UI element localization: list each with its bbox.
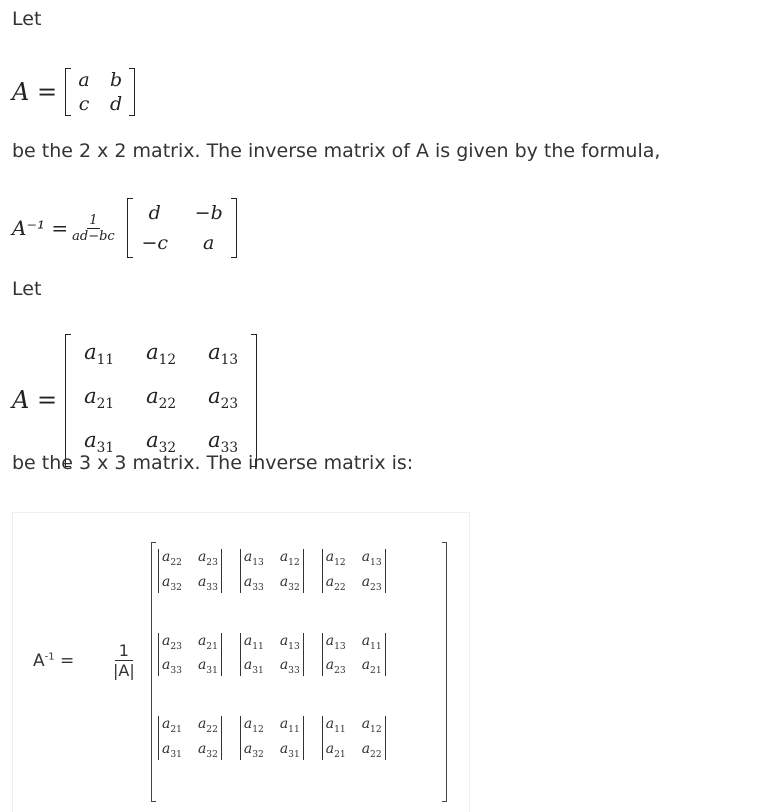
minor-determinant: [322, 633, 386, 677]
determinant-entry: $a_{12}$: [279, 549, 300, 568]
cofactor-matrix: [151, 543, 447, 801]
determinant-entry: $a_{23}$: [162, 632, 182, 652]
let-text: Let: [12, 278, 42, 300]
determinant-entry: $a_{31}$: [243, 657, 264, 677]
determinant-entry: $a_{13}$: [279, 632, 300, 652]
determinant-entry: $a_{21}$: [162, 716, 182, 735]
matrix-entry: $a_{11}$: [84, 340, 115, 369]
determinant-entry: $a_{32}$: [197, 740, 218, 760]
matrix-entry: $a_{12}$: [146, 340, 177, 369]
inverse-2x2: [12, 198, 237, 258]
determinant-entry: $a_{23}$: [325, 657, 346, 677]
matrix-3x3-body: [65, 334, 257, 467]
determinant-entry: $a_{11}$: [279, 716, 300, 735]
determinant-entry: $a_{31}$: [197, 657, 218, 677]
determinant-entry: $a_{33}$: [243, 573, 264, 593]
let-text: Let: [12, 8, 42, 30]
matrix-entry: b: [109, 69, 123, 91]
matrix-3x3: [12, 334, 257, 467]
determinant-entry: $a_{12}$: [325, 549, 346, 568]
determinant-entry: $a_{31}$: [279, 740, 300, 760]
determinant-entry: $a_{13}$: [243, 549, 264, 568]
matrix-entry: a: [78, 69, 90, 91]
determinant-entry: $a_{31}$: [162, 740, 182, 760]
determinant-entry: $a_{23}$: [361, 573, 382, 593]
determinant-entry: $a_{11}$: [325, 716, 346, 735]
determinant-entry: $a_{13}$: [325, 632, 346, 652]
minor-determinant: [240, 633, 304, 677]
matrix-entry: d: [109, 93, 123, 115]
inverse-2x2-body: [127, 198, 237, 258]
determinant-entry: $a_{22}$: [197, 716, 218, 735]
determinant-entry: $a_{11}$: [361, 632, 382, 652]
determinant-entry: $a_{23}$: [197, 549, 218, 568]
determinant-entry: $a_{11}$: [243, 632, 264, 652]
determinant-entry: $a_{22}$: [361, 740, 382, 760]
determinant-entry: $a_{22}$: [325, 573, 346, 593]
lhs: A =: [12, 386, 58, 415]
matrix-entry: −c: [141, 232, 168, 254]
lhs: A⁻¹ =: [12, 216, 69, 240]
lhs: A =: [12, 78, 58, 106]
matrix-entry: $a_{32}$: [146, 428, 177, 457]
minor-determinant: [158, 716, 222, 760]
matrix-entry: $a_{31}$: [84, 428, 115, 457]
determinant-entry: $a_{21}$: [197, 632, 218, 652]
minor-determinant: [158, 549, 222, 593]
minor-determinant: [322, 716, 386, 760]
description-3x3: be the 3 x 3 matrix. The inverse matrix is:: [12, 452, 414, 474]
determinant-entry: $a_{12}$: [243, 716, 264, 735]
determinant-entry: $a_{33}$: [197, 573, 218, 593]
matrix-entry: c: [78, 93, 90, 115]
denominator: ad−bc: [72, 228, 115, 244]
determinant-entry: $a_{33}$: [162, 657, 182, 677]
matrix-entry: $a_{33}$: [208, 428, 239, 457]
matrix-entry: a: [203, 232, 215, 254]
determinant-entry: $a_{21}$: [325, 740, 346, 760]
description-2x2: be the 2 x 2 matrix. The inverse matrix of A is given by the formula,: [12, 140, 661, 162]
matrix-entry: $a_{22}$: [146, 384, 177, 413]
determinant-entry: $a_{32}$: [162, 573, 182, 593]
matrix-2x2-body: [65, 68, 135, 116]
determinant-entry: $a_{12}$: [361, 716, 382, 735]
minor-determinant: [240, 716, 304, 760]
determinant-entry: $a_{32}$: [279, 573, 300, 593]
determinant-entry: $a_{13}$: [361, 549, 382, 568]
matrix-2x2: [12, 68, 135, 116]
inverse-lhs: $A^{-1}$ =: [33, 651, 75, 671]
inverse-3x3-formula-image: [12, 512, 470, 812]
matrix-entry: d: [148, 202, 161, 224]
minor-determinant: [158, 633, 222, 677]
fraction: 1 |A|: [113, 641, 135, 680]
determinant-entry: $a_{21}$: [361, 657, 382, 677]
matrix-entry: $a_{13}$: [208, 340, 239, 369]
matrix-entry: $a_{23}$: [208, 384, 239, 413]
minor-determinant: [322, 549, 386, 593]
numerator: 1: [89, 212, 98, 228]
minor-determinant: [240, 549, 304, 593]
determinant-entry: $a_{22}$: [162, 549, 182, 568]
fraction: [72, 213, 115, 244]
matrix-entry: −b: [194, 202, 223, 224]
determinant-entry: $a_{33}$: [279, 657, 300, 677]
matrix-entry: $a_{21}$: [84, 384, 115, 413]
determinant-entry: $a_{32}$: [243, 740, 264, 760]
